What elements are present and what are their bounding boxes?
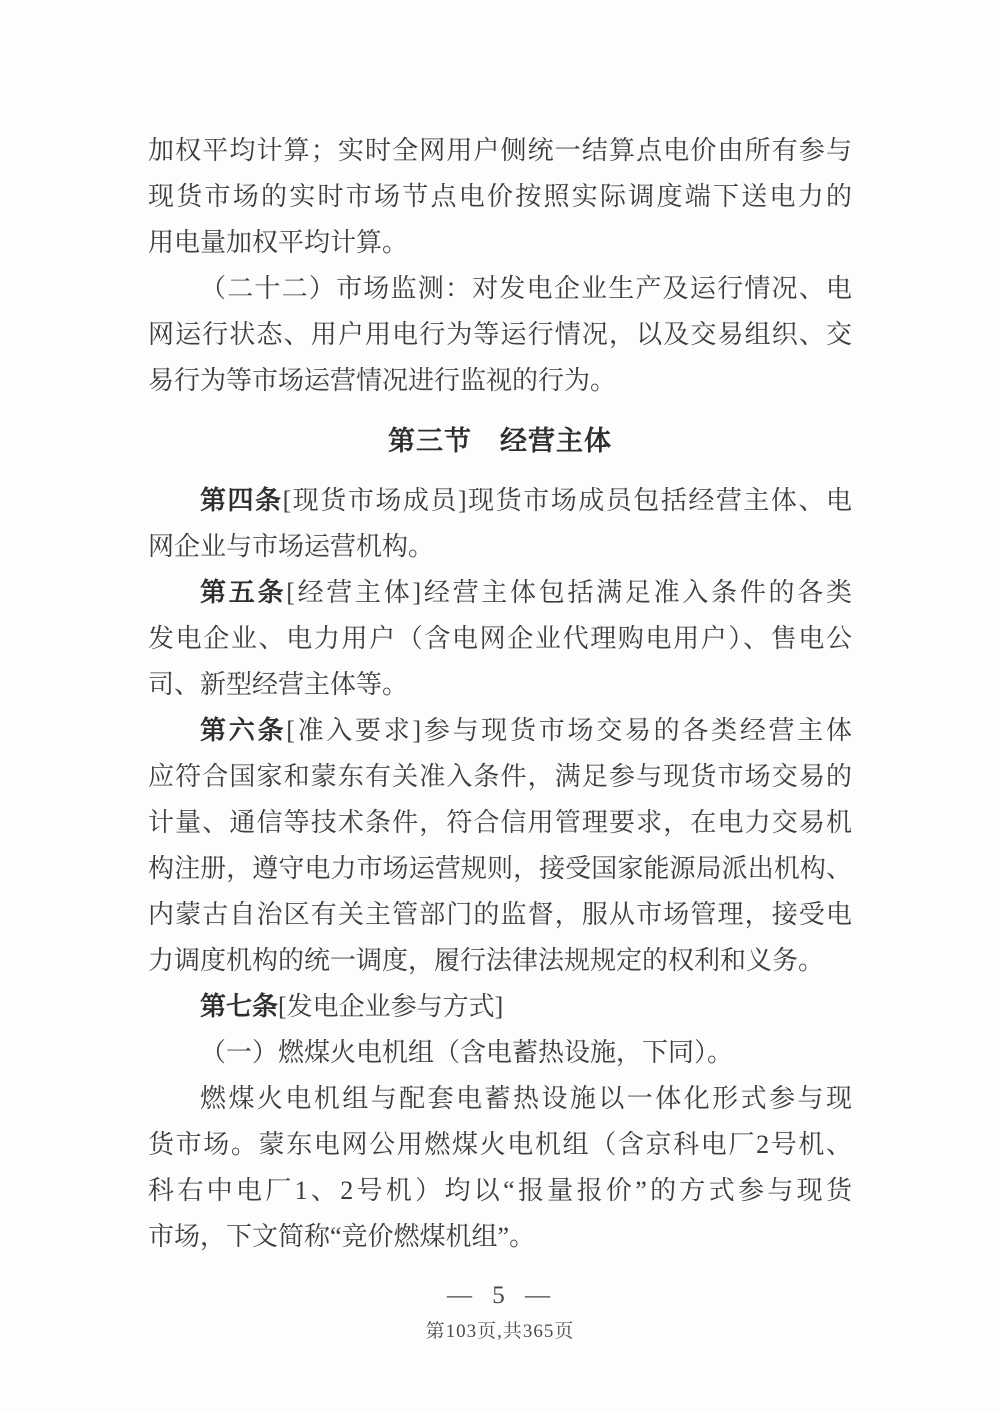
article-number: 第六条: [200, 716, 287, 745]
text-line: 发电企业、电力用户（含电网企业代理购电用户）、售电公: [148, 624, 852, 653]
text-line: 第七条[发电企业参与方式]: [200, 992, 504, 1021]
page-info: 第103页,共365页: [425, 1321, 575, 1342]
text-line: （一）燃煤火电机组（含电蓄热设施，下同）。: [200, 1038, 734, 1067]
text-line: 网运行状态、用户用电行为等运行情况，以及交易组织、交: [148, 320, 852, 349]
page-footer: [0, 1282, 1000, 1343]
text-line: 第五条[经营主体]经营主体包括满足准入条件的各类: [200, 578, 852, 607]
text-line: 构注册，遵守电力市场运营规则，接受国家能源局派出机构、: [148, 854, 852, 883]
text-line: 司、新型经营主体等。: [148, 670, 409, 699]
text-line: 加权平均计算；实时全网用户侧统一结算点电价由所有参与: [148, 136, 852, 165]
paragraph: [148, 128, 852, 266]
document-body: [148, 128, 852, 1260]
text-line: （二十二）市场监测：对发电企业生产及运行情况、电: [200, 274, 852, 303]
paragraph: [148, 266, 852, 404]
text-line: 力调度机构的统一调度，履行法律法规规定的权利和义务。: [148, 946, 825, 975]
article-number: 第七条: [200, 992, 279, 1021]
paragraph-article-7: [148, 984, 852, 1030]
text-line: 第六条[准入要求]参与现货市场交易的各类经营主体: [200, 716, 852, 745]
page-number: — 5 —: [447, 1282, 553, 1309]
text-line: 网企业与市场运营机构。: [148, 532, 435, 561]
paragraph-article-5: [148, 570, 852, 708]
text-line: 用电量加权平均计算。: [148, 228, 409, 257]
text-line: 燃煤火电机组与配套电蓄热设施以一体化形式参与现: [200, 1084, 852, 1113]
text-line: 货市场。蒙东电网公用燃煤火电机组（含京科电厂2号机、: [148, 1130, 852, 1159]
section-heading: 第三节 经营主体: [388, 426, 612, 456]
paragraph-article-4: [148, 478, 852, 570]
text-line: 易行为等市场运营情况进行监视的行为。: [148, 366, 617, 395]
text-line: 应符合国家和蒙东有关准入条件，满足参与现货市场交易的: [148, 762, 852, 791]
text-line: 第四条[现货市场成员]现货市场成员包括经营主体、电: [200, 486, 852, 515]
paragraph: [148, 1076, 852, 1260]
text-line: 科右中电厂1、2号机）均以“报量报价”的方式参与现货: [148, 1176, 852, 1205]
paragraph-list-item: [148, 1030, 852, 1076]
article-number: 第五条: [200, 578, 287, 607]
text-line: 现货市场的实时市场节点电价按照实际调度端下送电力的: [148, 182, 852, 211]
paragraph-article-6: [148, 708, 852, 984]
article-number: 第四条: [200, 486, 283, 515]
text-line: 市场，下文简称“竞价燃煤机组”。: [148, 1222, 536, 1251]
text-line: 计量、通信等技术条件，符合信用管理要求，在电力交易机: [148, 808, 852, 837]
text-line: 内蒙古自治区有关主管部门的监督，服从市场管理，接受电: [148, 900, 852, 929]
